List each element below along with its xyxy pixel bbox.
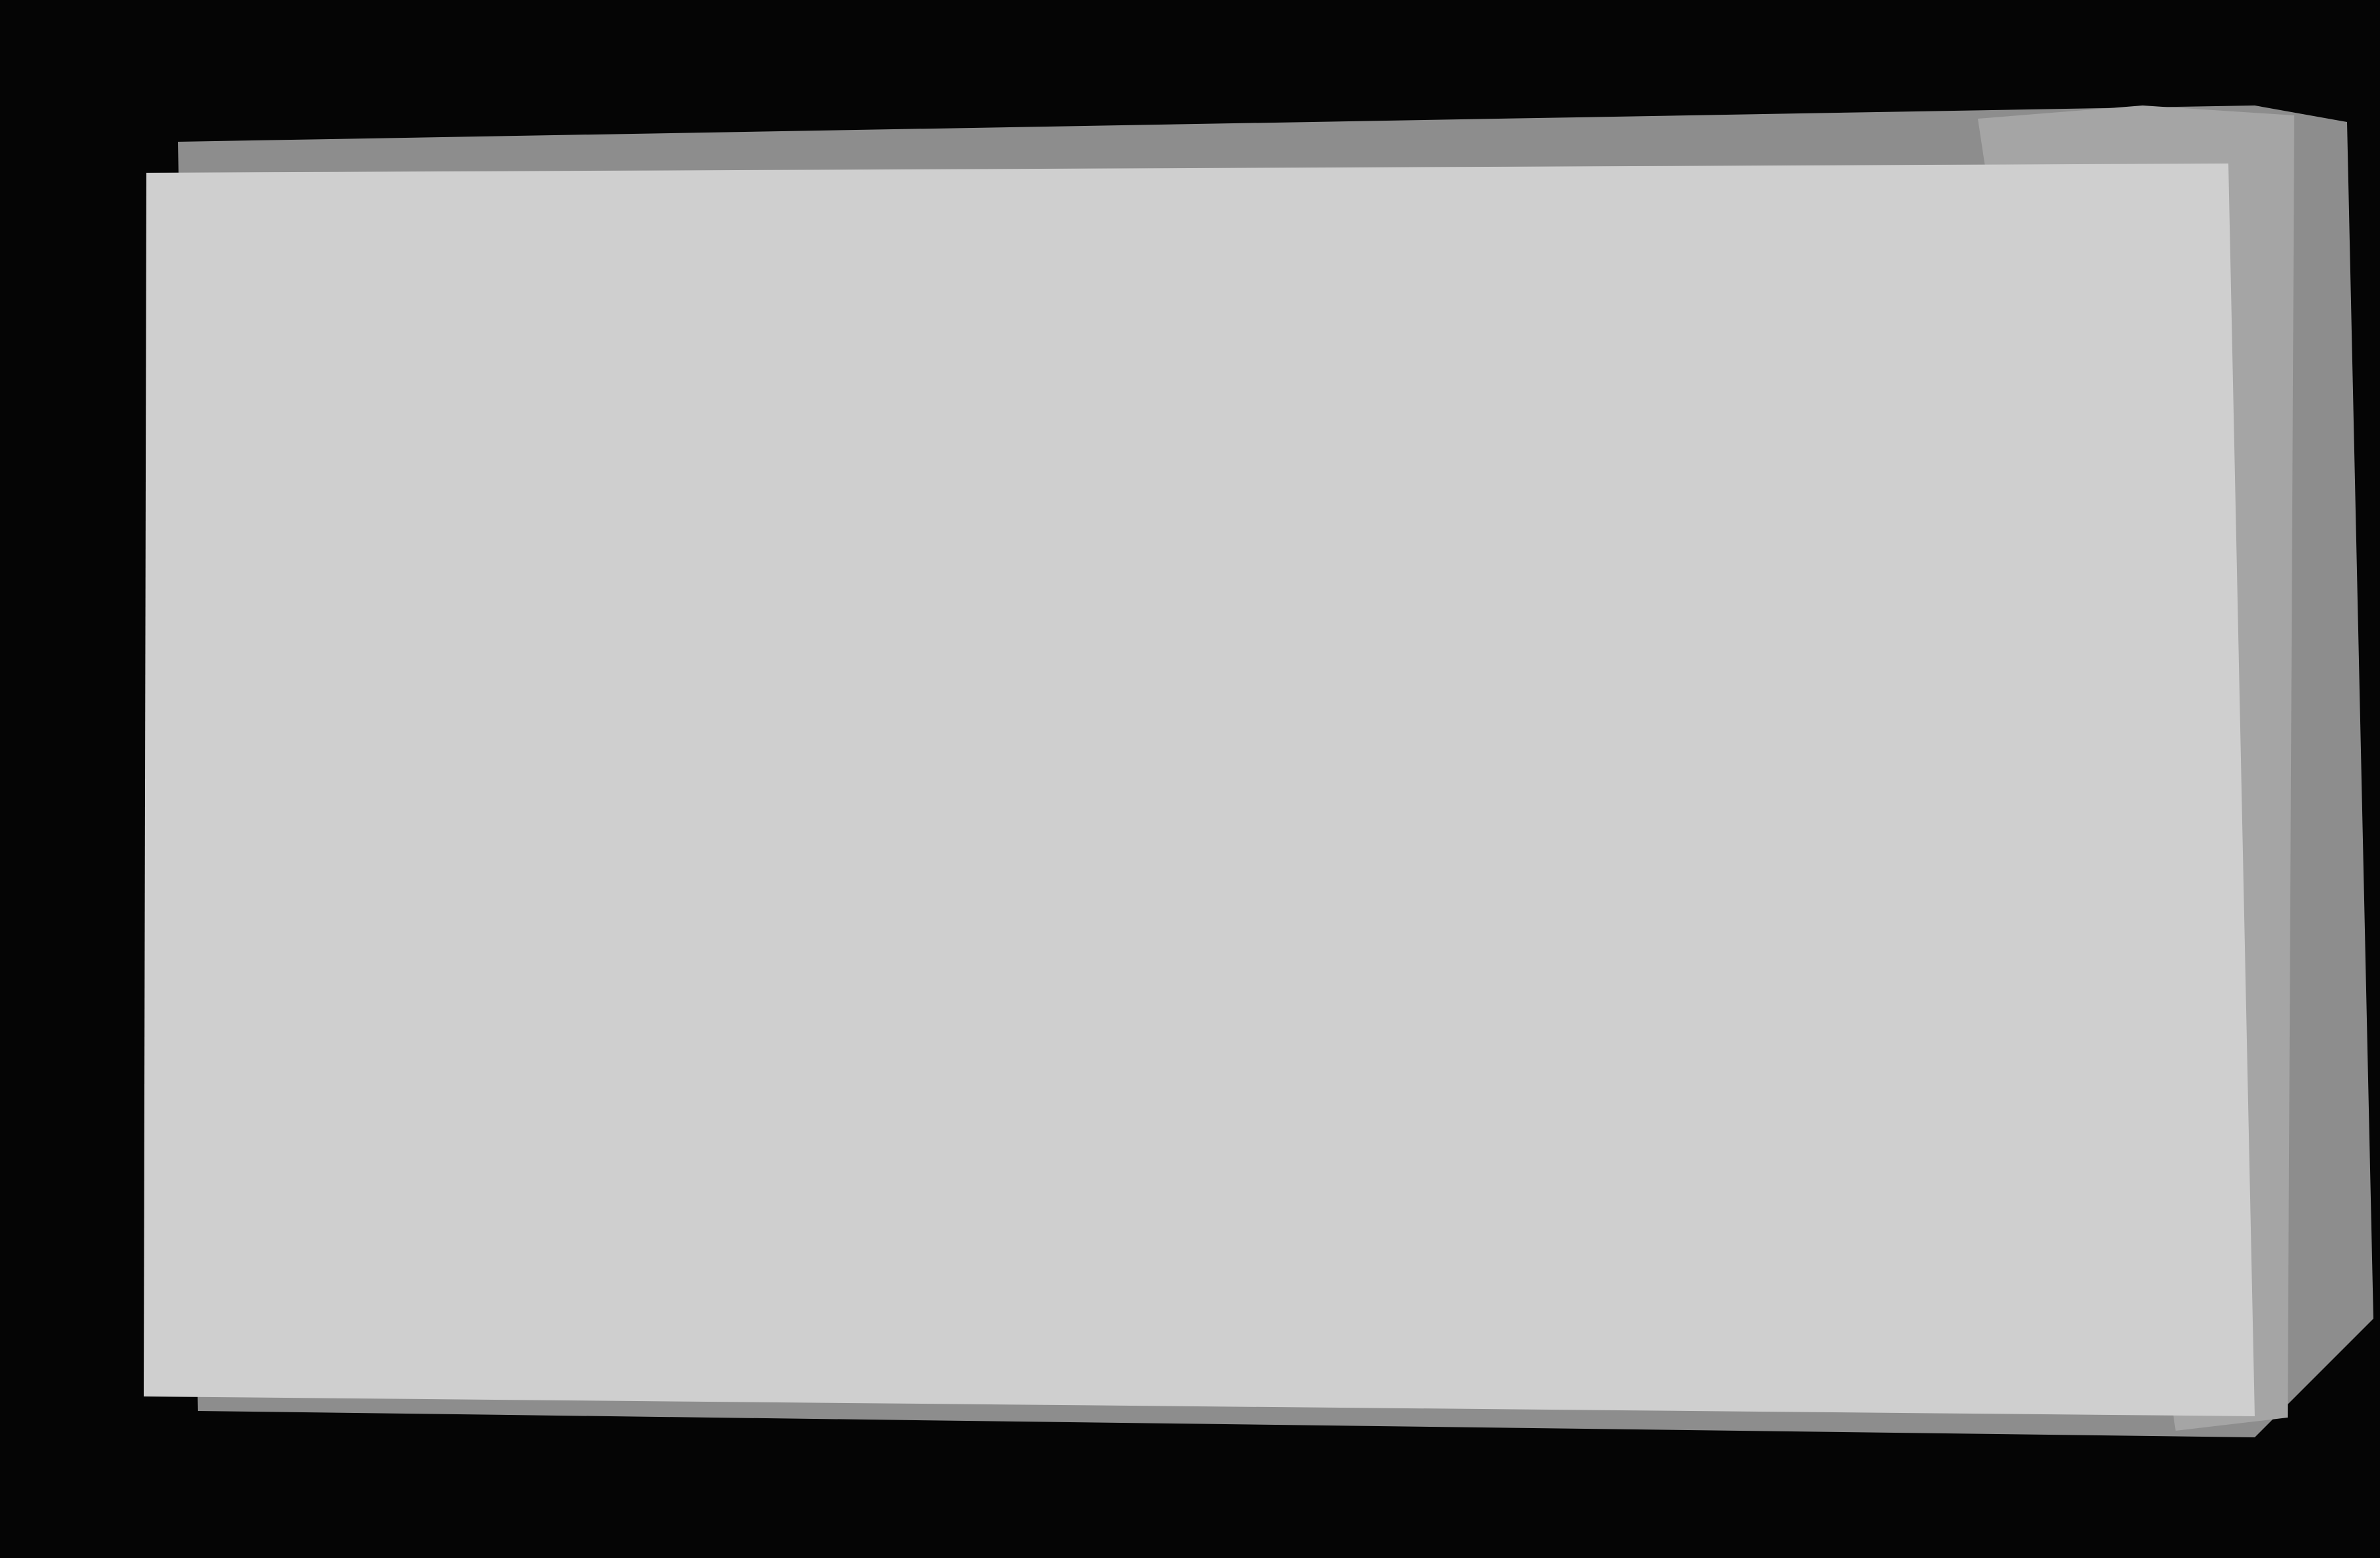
card-paper [144, 164, 2255, 1416]
